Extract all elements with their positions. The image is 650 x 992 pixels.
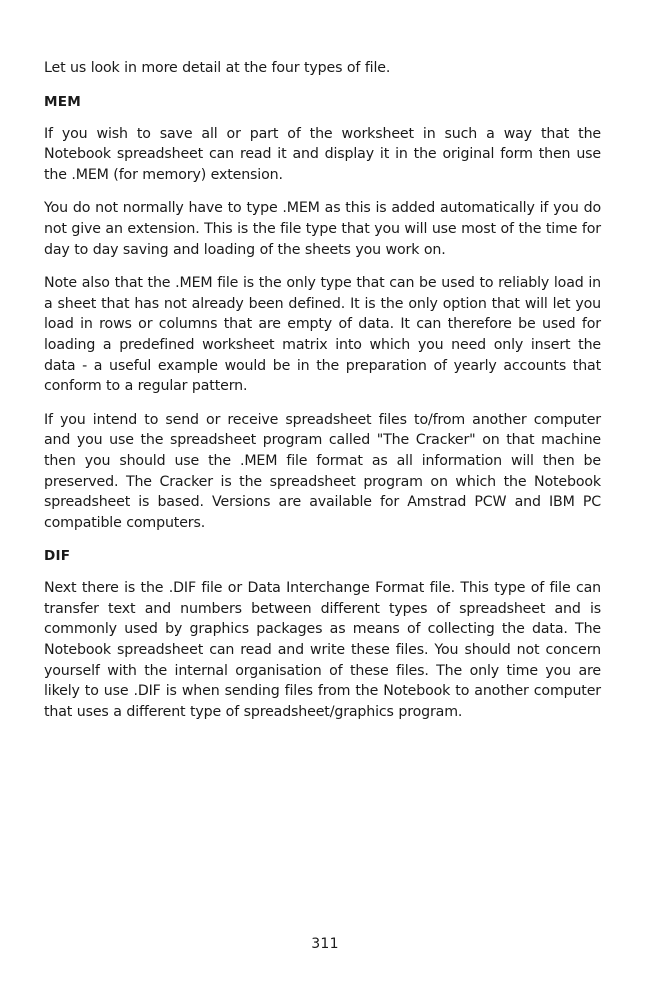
section-heading-dif: DIF	[44, 548, 71, 565]
intro-paragraph: Let us look in more detail at the four types of file.	[44, 60, 391, 76]
mem-paragraph-2: You do not normally have to type .MEM as this is added automatically if you do not give an extension. This is the file type that you will use most of the time for day to day saving and loading of the sheets you work on.	[44, 200, 601, 258]
mem-paragraph-1: If you wish to save all or part of the worksheet in such a way that the Notebook spreadsheet can read it and display it in the original form then use the .MEM (for memory) extension.	[44, 125, 601, 183]
section-mem	[44, 92, 601, 534]
page-number: 311	[311, 936, 339, 952]
mem-paragraph-4: If you intend to send or receive spreadsheet files to/from another computer and you use the spreadsheet program called "The Cracker" on that machine then you should use the .MEM file format as all information will then be preserved. The Cracker is the spreadsheet program on which the Notebook spreadsheet is based. Versions are available for Amstrad PCW and IBM PC compatible computers.	[44, 411, 601, 531]
dif-paragraph-1: Next there is the .DIF file or Data Interchange Format file. This type of file can transfer text and numbers between different types of spreadsheet and is commonly used by graphics packages as means of collecting the data. The Notebook spreadsheet can read and write these files. You should not concern yourself with the internal organisation of these files. The only time you are likely to use .DIF is when sending files from the Notebook to another computer that uses a different type of spreadsheet/graphics program.	[44, 580, 601, 720]
section-heading-mem: MEM	[44, 93, 81, 110]
mem-paragraph-3: Note also that the .MEM file is the only type that can be used to reliably load in a sheet that has not already been defined. It is the only option that will let you load in rows or columns that are empty of data. It can therefore be used for loading a predefined worksheet matrix into which you need only insert the data - a useful example would be in the preparation of yearly accounts that conform to a regular pattern.	[44, 275, 601, 395]
section-dif	[44, 546, 601, 722]
page-body	[44, 58, 601, 735]
